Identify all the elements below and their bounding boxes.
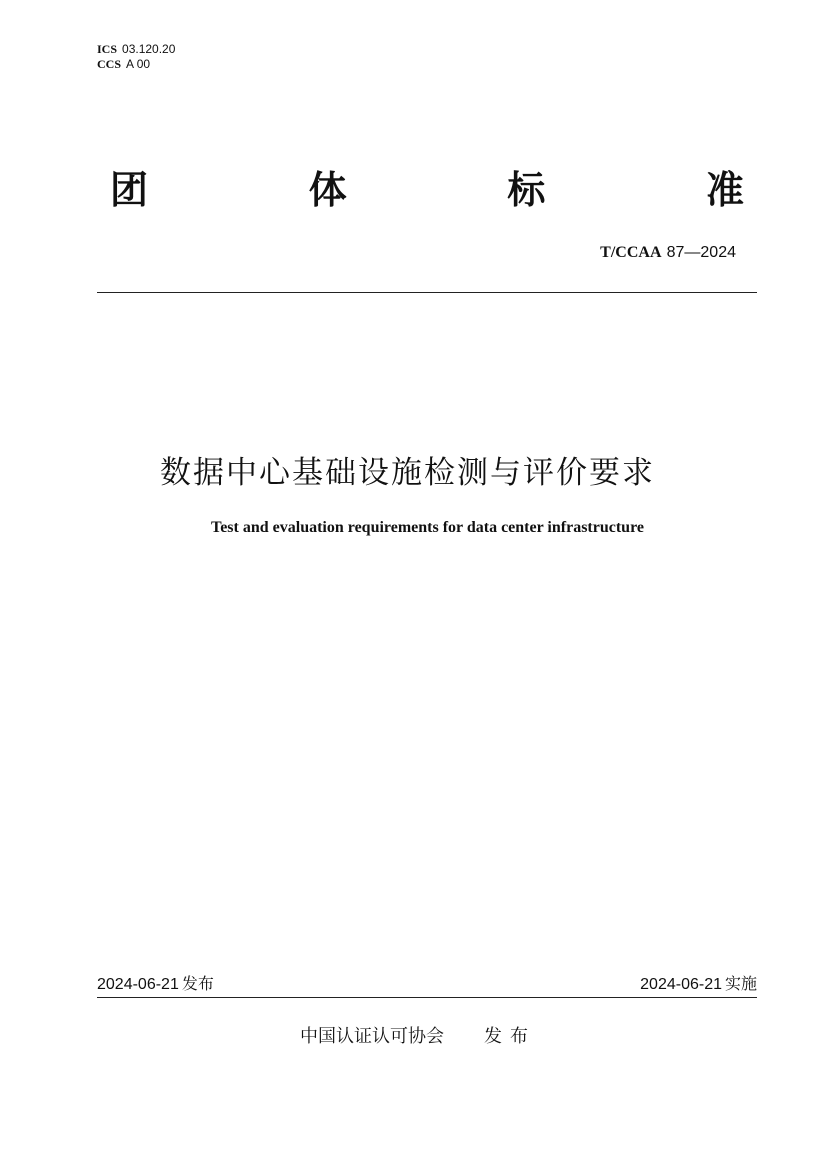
ccs-code	[97, 57, 175, 72]
standard-type-char-3: 标	[507, 168, 546, 212]
standard-type-char-4: 准	[705, 168, 744, 212]
ics-label: ICS	[97, 42, 118, 56]
top-divider	[97, 292, 757, 293]
publisher-action: 发布	[484, 1026, 536, 1047]
issue-date	[97, 971, 214, 994]
issue-date-label: 发布	[181, 974, 214, 993]
ccs-label: CCS	[97, 57, 122, 71]
publisher	[300, 1022, 536, 1048]
standard-number-value: 87—2024	[666, 244, 736, 261]
ics-value: 03.120.20	[122, 42, 176, 56]
publisher-name: 中国认证认可协会	[300, 1026, 444, 1047]
implement-date-label: 实施	[724, 974, 757, 993]
implement-date-value: 2024-06-21	[640, 976, 722, 993]
classification-codes	[97, 42, 175, 72]
document-title-cn: 数据中心基础设施检测与评价要求	[160, 455, 655, 491]
ics-code	[97, 42, 175, 57]
document-title-en: Test and evaluation requirements for data center infrastructure	[210, 519, 644, 536]
implement-date	[640, 971, 757, 994]
standard-number	[600, 242, 736, 262]
bottom-divider	[97, 997, 757, 998]
standard-type-heading	[97, 160, 757, 220]
standard-type-char-1: 团	[110, 168, 149, 212]
ccs-value: A 00	[126, 57, 151, 71]
standard-number-prefix: T/CCAA	[600, 244, 662, 261]
issue-date-value: 2024-06-21	[97, 976, 179, 993]
standard-type-char-2: 体	[308, 168, 347, 212]
